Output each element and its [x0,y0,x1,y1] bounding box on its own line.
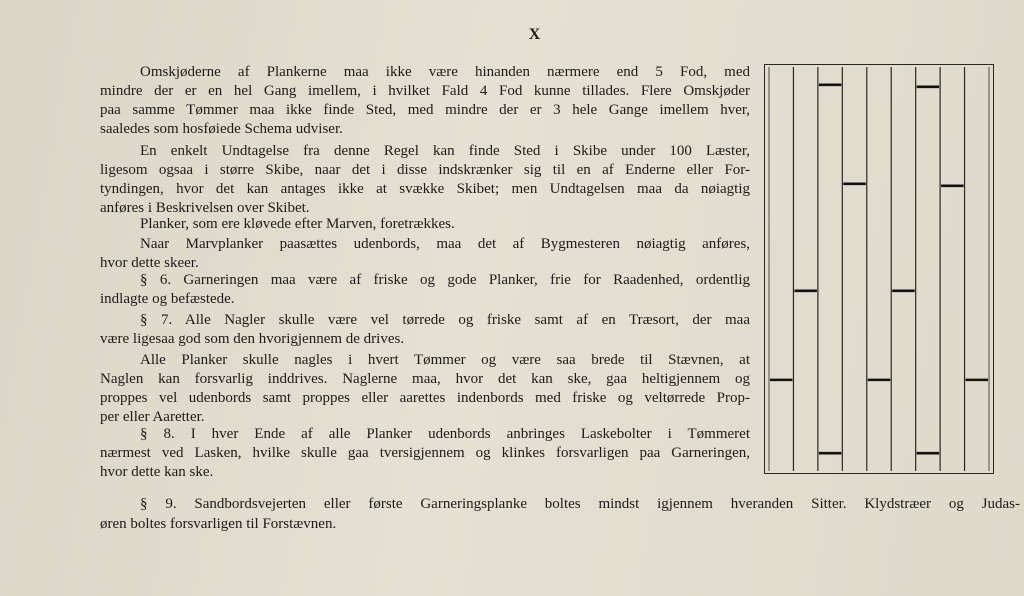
text-line: per eller Aaretter. [100,409,205,425]
text-line: indlagte og befæstede. [100,291,235,307]
text-line: Omskjøderne af Plankerne maa ikke være hinanden nærmere end 5 Fod, med [140,64,750,80]
text-line: mindre der er en hel Gang imellem, i hvilket Fald 4 Fod kunne tillades. Flere Omskjøder [100,83,750,99]
text-line: Alle Planker skulle nagles i hvert Tømmer og være saa brede til Stævnen, at [140,352,750,368]
page-number: X [528,26,542,43]
text-line: § 7. Alle Nagler skulle være vel tørrede og friske samt af en Træsort, der maa [140,312,750,328]
text-line: saaledes som hosføiede Schema udviser. [100,121,343,137]
text-line: øren boltes forsvarligen til Forstævnen. [100,516,337,532]
text-line: Naglen kan forsvarlig inddrives. Naglerne maa, hvor det kan ske, gaa heltigjennem og [100,371,750,387]
text-line: § 6. Garneringen maa være af friske og gode Planker, frie for Raadenhed, ordentlig [140,272,750,288]
text-line: En enkelt Undtagelse fra denne Regel kan finde Sted i Skibe under 100 Læster, [140,143,750,159]
text-line: paa samme Tømmer maa ikke finde Sted, med mindre der er 3 hele Gange imellem hver, [100,102,750,118]
text-line: ligesom ogsaa i større Skibe, naar det i disse indskrænker sig til en af Enderne eller For- [100,162,750,178]
text-line: tyndingen, hvor det kan antages ikke at svække Skibet; men Undtagelsen maa da nøiagtig [100,181,750,197]
text-line: nærmest ved Lasken, hvilke skulle gaa tversigjennem og klinkes forsvarligen paa Garneringen, [100,445,750,461]
text-line: hvor dette skeer. [100,255,199,271]
text-line: § 9. Sandbordsvejerten eller første Garneringsplanke boltes mindst igjennem hveranden Sitter. Klydstræer og Judas- [140,496,1020,512]
plank-schema [764,64,994,474]
text-line: anføres i Beskrivelsen over Skibet. [100,200,310,216]
text-line: § 8. I hver Ende af alle Planker udenbords anbringes Laskebolter i Tømmeret [140,426,750,442]
text-line: være ligesaa god som den hvorigjennem de drives. [100,331,405,347]
text-line: proppes vel udenbords samt proppes eller aarettes indenbords med friske og veltørrede Prop- [100,390,750,406]
text-line: Naar Marvplanker paasættes udenbords, maa det af Bygmesteren nøiagtig anføres, [140,236,750,252]
text-line: hvor dette kan ske. [100,464,214,480]
plank-schema-drawing [765,65,993,473]
text-line: Planker, som ere kløvede efter Marven, foretrækkes. [140,216,455,232]
